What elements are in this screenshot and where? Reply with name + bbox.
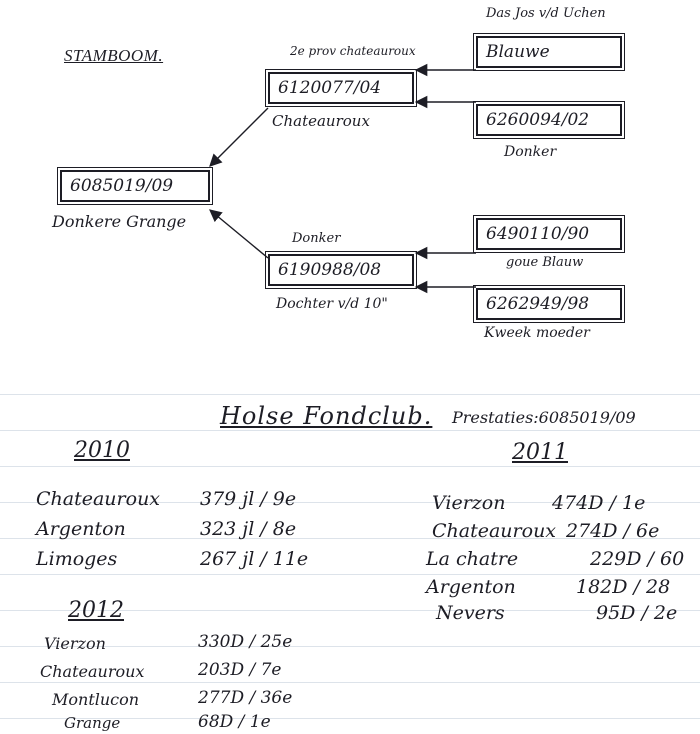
subject-name: Donkere Grange xyxy=(52,212,187,231)
result-2012-place: Montlucon xyxy=(52,690,140,709)
sire-dam-box: 6260094/02 xyxy=(476,104,622,136)
result-2012-value: 68D / 1e xyxy=(198,712,271,732)
result-2012-value: 277D / 36e xyxy=(198,688,293,708)
year-2012-heading: 2012 xyxy=(68,598,124,623)
ruled-line xyxy=(0,394,700,395)
ruled-line xyxy=(0,466,700,467)
year-2010-heading: 2010 xyxy=(74,438,130,463)
sire-sire-box: Blauwe xyxy=(476,36,622,68)
result-2011-value: 182D / 28 xyxy=(576,576,671,598)
result-2011-place: Vierzon xyxy=(432,492,506,514)
result-2012-place: Chateauroux xyxy=(40,662,145,681)
dam-dam-note-below: Kweek moeder xyxy=(484,325,590,341)
dam-dam-box: 6262949/98 xyxy=(476,288,622,320)
result-2012-place: Vierzon xyxy=(44,634,106,653)
result-2011-value: 274D / 6e xyxy=(566,520,660,542)
sire-dam-note-below: Donker xyxy=(504,144,557,160)
result-2010-value: 323 jl / 8e xyxy=(200,518,297,540)
dam-to-subject-line xyxy=(210,210,268,258)
result-2010-place: Argenton xyxy=(36,518,126,540)
sire-ring-box: 6120077/04 xyxy=(268,72,414,104)
result-2011-place: Argenton xyxy=(426,576,516,598)
sire-to-subject-line xyxy=(210,108,268,166)
dam-ring-box: 6190988/08 xyxy=(268,254,414,286)
dam-note-above: Donker xyxy=(292,231,341,246)
ruled-line xyxy=(0,682,700,683)
dam-sire-box: 6490110/90 xyxy=(476,218,622,250)
subject-ring-box: 6085019/09 xyxy=(60,170,210,202)
result-2012-value: 203D / 7e xyxy=(198,660,282,680)
dam-sire-note-below: goue Blauw xyxy=(506,255,584,270)
dam-note-below: Dochter v/d 10" xyxy=(276,296,388,312)
result-2011-value: 229D / 60 xyxy=(590,548,685,570)
result-2010-value: 379 jl / 9e xyxy=(200,488,297,510)
result-2011-place: La chatre xyxy=(426,548,519,570)
result-2011-value: 95D / 2e xyxy=(596,602,678,624)
result-2010-place: Limoges xyxy=(36,548,118,570)
sire-note-above: 2e prov chateauroux xyxy=(290,44,416,58)
result-2010-place: Chateauroux xyxy=(36,488,161,510)
sire-note-below: Chateauroux xyxy=(272,112,370,130)
result-2011-place: Chateauroux xyxy=(432,520,557,542)
prestaties-label: Prestaties:6085019/09 xyxy=(452,408,636,427)
result-2011-place: Nevers xyxy=(436,602,505,624)
result-2010-value: 267 jl / 11e xyxy=(200,548,309,570)
club-heading: Holse Fondclub. xyxy=(220,402,433,430)
page-title: STAMBOOM. xyxy=(64,46,164,65)
result-2011-value: 474D / 1e xyxy=(552,492,646,514)
ruled-line xyxy=(0,574,700,575)
sire-sire-note-above: Das Jos v/d Uchen xyxy=(486,6,606,21)
result-2012-place: Grange xyxy=(64,714,121,732)
ruled-line xyxy=(0,430,700,431)
result-2012-value: 330D / 25e xyxy=(198,632,293,652)
year-2011-heading: 2011 xyxy=(512,440,568,465)
